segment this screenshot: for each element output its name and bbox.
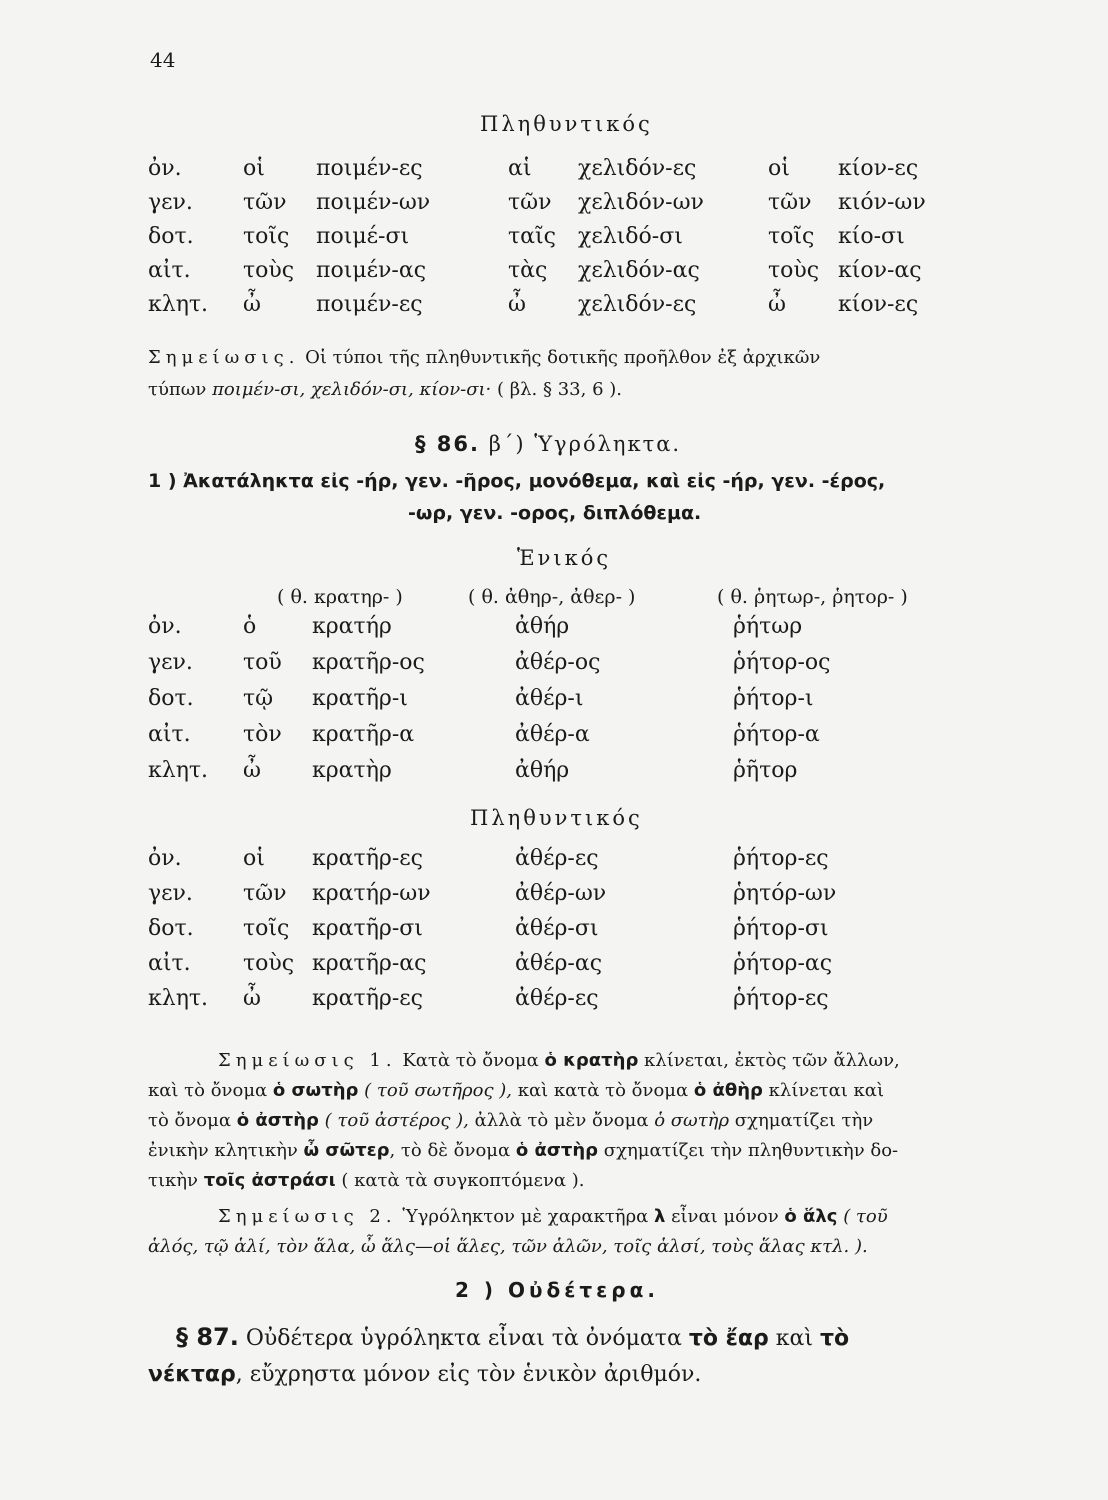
table-row [0,190,1108,224]
table-cell: ὀν. [148,846,182,871]
table-cell: τοὺς [768,258,820,283]
table-cell: κλητ. [148,986,209,1011]
note-2-l3c: ( τοῦ ἀστέρος ), [318,1110,469,1131]
table-cell: ἀθέρ-σι [515,916,599,941]
table-cell: ῥήτωρ [733,614,803,639]
note-2-l5c: ( κατὰ τὰ συγκοπτόμενα ). [335,1170,585,1191]
table-cell: ῥήτορ-ος [733,650,831,675]
page-number: 44 [150,48,176,72]
table-cell: χελιδόν-ων [578,190,704,215]
table-cell: χελιδόν-ες [578,156,697,181]
table-cell: κίο-σι [838,224,905,249]
table-cell: κρατῆρ-σι [312,916,423,941]
plural-heading-2: Πληθυντικός [470,806,643,830]
table-row [0,951,1108,985]
table-cell: γεν. [148,190,193,215]
note-1-label: Σημείωσις. [148,347,300,368]
note-3-label: Σημείωσις 2. [218,1206,397,1227]
table-row [0,224,1108,258]
table-cell: δοτ. [148,224,194,249]
note-1-text2: τύπων [148,379,213,400]
table-cell: αἰτ. [148,722,191,747]
table-cell: ἀθήρ [515,614,570,639]
table-cell: τὰς [508,258,548,283]
table-cell: κίον-ας [838,258,922,283]
subsection-1-line-2: -ωρ, γεν. -ορος, διπλόθεμα. [408,502,702,524]
table-cell: τῶν [243,190,287,215]
table-cell: κρατήρ-ων [312,881,431,906]
note-2-l2b: ὁ σωτὴρ [272,1080,359,1101]
note-2-l4c: , τὸ δὲ ὄνομα [389,1140,516,1161]
table-cell: γεν. [148,881,193,906]
table-cell: χελιδό-σι [578,224,683,249]
table-cell: ὁ [243,614,257,639]
table-row [0,614,1108,648]
table-cell: δοτ. [148,916,194,941]
table-cell: τῶν [508,190,552,215]
note-2-l2f: κλίνεται καὶ [762,1080,884,1101]
table-row [0,758,1108,792]
stem-athir: ( θ. ἀθηρ-, ἀθερ- ) [468,586,636,608]
table-row [0,292,1108,326]
note-2-l4d: ὁ ἀστὴρ [515,1140,599,1161]
table-cell: ποιμέ-σι [316,224,410,249]
note-2-l2d: καὶ κατὰ τὸ ὄνομα [512,1080,694,1101]
note-3-l1e: ( τοῦ [837,1206,888,1227]
table-cell: ἀθέρ-ων [515,881,607,906]
section-87-l1b: τὸ ἔαρ [688,1326,769,1351]
section-87-l2b: , εὔχρηστα μόνον εἰς τὸν ἑνικὸν ἀριθμόν. [235,1362,702,1387]
table-cell: γεν. [148,650,193,675]
note-2-l3a: τὸ ὄνομα [148,1110,237,1131]
table-cell: ταῖς [508,224,556,249]
table-cell: αἰτ. [148,951,191,976]
section-87-line-1 [176,1318,849,1358]
section-86-title: β΄) Ὑγρόληκτα. [480,432,682,456]
subsection-2-heading: 2 ) Οὐδέτερα. [455,1278,659,1302]
section-87-l2a: νέκταρ [148,1362,236,1387]
table-cell: ῥῆτορ [733,758,798,783]
note-2-l2a: καὶ τὸ ὄνομα [148,1080,273,1101]
table-cell: ποιμέν-ας [316,258,427,283]
table-cell: δοτ. [148,686,194,711]
table-cell: ῥήτορ-σι [733,916,829,941]
note-2-l5a: τικὴν [148,1170,204,1191]
note-1-forms: ποιμέν-σι, χελιδόν-σι, κίον-σι· [212,379,492,400]
note-2-l1c: κλίνεται, ἐκτὸς τῶν ἄλλων, [638,1050,900,1071]
table-cell: ἀθέρ-ι [515,686,584,711]
table-cell: κρατῆρ-ος [312,650,425,675]
section-87-line-2 [148,1356,701,1394]
plural-heading-1: Πληθυντικός [480,112,653,136]
table-cell: τοῖς [768,224,815,249]
table-cell: κίον-ες [838,292,919,317]
note-2-l1a: Κατὰ τὸ ὄνομα [396,1050,545,1071]
singular-heading: Ἑνικός [517,546,612,570]
table-cell: κρατῆρ-ι [312,686,408,711]
note-1 [148,342,1008,406]
table-cell: ποιμέν-ες [316,156,423,181]
table-cell: ῥήτορ-ας [733,951,833,976]
table-cell: ὦ [243,986,261,1011]
table-cell: ὀν. [148,614,182,639]
stem-ritor: ( θ. ῥητωρ-, ῥητορ- ) [717,586,908,608]
table-cell: τοὺς [243,951,295,976]
table-cell: τοὺς [243,258,295,283]
table-row [0,881,1108,915]
table-cell: τὸν [243,722,282,747]
note-2 [148,1046,1008,1196]
table-cell: ῥήτορ-ες [733,986,829,1011]
note-2-l4b: ὦ σῶτερ [303,1140,390,1161]
table-cell: αἱ [508,156,532,181]
table-cell: ὦ [768,292,786,317]
table-cell: κρατῆρ-ες [312,846,423,871]
table-cell: ῥητόρ-ων [733,881,837,906]
table-cell: κρατῆρ-α [312,722,415,747]
table-cell: ῥήτορ-α [733,722,820,747]
table-cell: οἱ [243,846,265,871]
table-cell: τῶν [243,881,287,906]
note-2-l2e: ὁ ἀθὴρ [693,1080,763,1101]
note-2-label: Σημείωσις 1. [218,1050,397,1071]
table-cell: τῶν [768,190,812,215]
table-cell: κίον-ες [838,156,919,181]
note-2-l3f: σχηματίζει τὴν [729,1110,874,1131]
table-cell: ποιμέν-ες [316,292,423,317]
table-cell: ἀθέρ-ες [515,846,599,871]
table-cell: χελιδόν-ες [578,292,697,317]
note-3-l1d: ὁ ἅλς [784,1206,838,1227]
table-row [0,686,1108,720]
table-cell: οἱ [243,156,265,181]
note-3-l1c: εἶναι μόνον [665,1206,785,1227]
note-3 [148,1202,1008,1262]
section-87-number: § 87. [176,1323,239,1351]
table-row [0,156,1108,190]
table-cell: ἀθέρ-ος [515,650,601,675]
table-cell: ὀν. [148,156,182,181]
note-3-l2: ἁλός, τῷ ἁλί, τὸν ἅλα, ὦ ἅλς—οἱ ἅλες, τῶν ἁλῶν, τοῖς ἁλσί, τοὺς ἅλας κτλ. ). [148,1236,868,1257]
table-cell: ῥήτορ-ι [733,686,814,711]
table-cell: τοῖς [243,916,290,941]
note-2-l5b: τοῖς ἀστράσι [203,1170,336,1191]
table-row [0,258,1108,292]
note-2-l4a: ἐνικὴν κλητικὴν [148,1140,304,1161]
table-cell: οἱ [768,156,790,181]
section-86-heading [415,432,681,456]
table-cell: χελιδόν-ας [578,258,700,283]
section-86-number: § 86. [415,432,481,456]
note-2-l2c: ( τοῦ σωτῆρος ), [358,1080,512,1101]
table-row [0,846,1108,880]
table-cell: κλητ. [148,292,209,317]
table-row [0,916,1108,950]
table-cell: τοῖς [243,224,290,249]
table-cell: ἀθήρ [515,758,570,783]
table-cell: τοῦ [243,650,282,675]
table-row [0,722,1108,756]
table-cell: ἀθέρ-ες [515,986,599,1011]
section-87-l1d: τὸ [819,1326,850,1351]
note-2-l4e: σχηματίζει τὴν πληθυντικὴν δο- [598,1140,899,1161]
note-3-l1a: Ὑγρόληκτον μὲ χαρακτῆρα [396,1206,655,1227]
table-cell: ἀθέρ-ας [515,951,603,976]
table-cell: ῥήτορ-ες [733,846,829,871]
table-cell: ὦ [508,292,526,317]
table-cell: ποιμέν-ων [316,190,431,215]
note-1-ref: ( βλ. § 33, 6 ). [491,379,622,400]
note-3-l1b: λ [654,1206,666,1227]
stem-kratir: ( θ. κρατηρ- ) [277,586,403,608]
note-2-l1b: ὁ κρατὴρ [544,1050,639,1071]
note-2-l3d: ἀλλὰ τὸ μὲν ὄνομα [468,1110,655,1131]
section-87-l1a: Οὐδέτερα ὑγρόληκτα εἶναι τὰ ὀνόματα [238,1326,689,1351]
table-row [0,986,1108,1020]
subsection-1-line-1: 1 ) Ἀκατάληκτα εἰς -ήρ, γεν. -ῆρος, μονόθεμα, καὶ εἰς -ήρ, γεν. -έρος, [148,470,886,492]
table-cell: κιόν-ων [838,190,926,215]
table-cell: κρατῆρ-ες [312,986,423,1011]
table-cell: ὦ [243,292,261,317]
table-cell: κρατὴρ [312,758,392,783]
table-cell: κλητ. [148,758,209,783]
table-cell: κρατήρ [312,614,392,639]
note-2-l3b: ὁ ἀστὴρ [236,1110,319,1131]
table-row [0,650,1108,684]
table-cell: ἀθέρ-α [515,722,590,747]
section-87-l1c: καὶ [768,1326,820,1351]
table-cell: ὦ [243,758,261,783]
table-cell: τῷ [243,686,274,711]
table-cell: αἰτ. [148,258,191,283]
table-cell: κρατῆρ-ας [312,951,427,976]
note-2-l3e: ὁ σωτὴρ [654,1110,730,1131]
note-1-text: Οἱ τύποι τῆς πληθυντικῆς δοτικῆς προῆλθον ἐξ ἀρχικῶν [299,347,821,368]
